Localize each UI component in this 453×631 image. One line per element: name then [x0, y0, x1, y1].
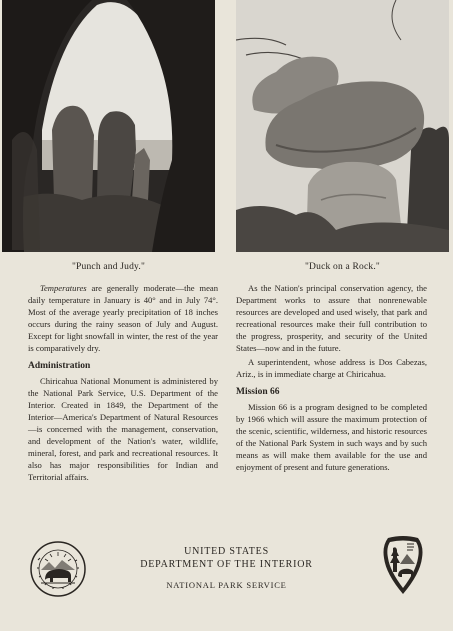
- temperatures-paragraph: [28, 282, 218, 354]
- duck-on-a-rock-photo: [236, 0, 449, 252]
- temperatures-lead: Temperatures: [40, 283, 87, 293]
- administration-paragraph: Chiricahua National Monument is administered by the National Park Service, U.S. Department of the Interior. Created in 1849, the Department of the Interior—America's Department of Natural Resources—is concerned with the management, conservation, and development of the Nation's water, wildlife, mineral, forest, and park and recreational resources. It also has major responsibilities for Indian and Territorial affairs.: [28, 376, 218, 482]
- administration-heading: Administration: [28, 361, 91, 371]
- right-column: [236, 282, 427, 475]
- footer-department: DEPARTMENT OF THE INTERIOR: [140, 559, 313, 570]
- caption-duck-on-a-rock: "Duck on a Rock.": [304, 262, 380, 272]
- caption-punch-and-judy: "Punch and Judy.": [71, 262, 146, 272]
- superintendent-paragraph: A superintendent, whose address is Dos Cabezas, Ariz., is in immediate charge at Chiricahua.: [236, 357, 427, 379]
- conservation-paragraph: As the Nation's principal conservation agency, the Department works to assure that nonrenewable resources are developed and used wisely, that park and recreational resources make their full contribution to the progress, prosperity, and security of the United States—now and in the future.: [236, 283, 427, 353]
- temperatures-text: are generally moderate—the mean daily temperature in January is 40° and in July 74°. Most of the average yearly precipitation of 18 inches occurs during the rainy season of July and August. Except for light snowfall in winter, the rest of the year is comparatively dry.: [28, 283, 218, 353]
- mission-66-paragraph: Mission 66 is a program designed to be completed by 1966 which will assure the maximum protection of the scenic, scientific, wilderness, and historic resources of the National Park System in such ways and by such means as will make them available for the use and enjoyment of present and future generations.: [236, 402, 427, 472]
- mission-66-heading: Mission 66: [236, 387, 280, 397]
- footer-united-states: UNITED STATES: [184, 546, 269, 557]
- footer-national-park-service: NATIONAL PARK SERVICE: [166, 580, 287, 590]
- punch-and-judy-photo: [2, 0, 215, 252]
- left-column: [28, 282, 218, 485]
- national-park-service-arrowhead-icon: [380, 536, 426, 596]
